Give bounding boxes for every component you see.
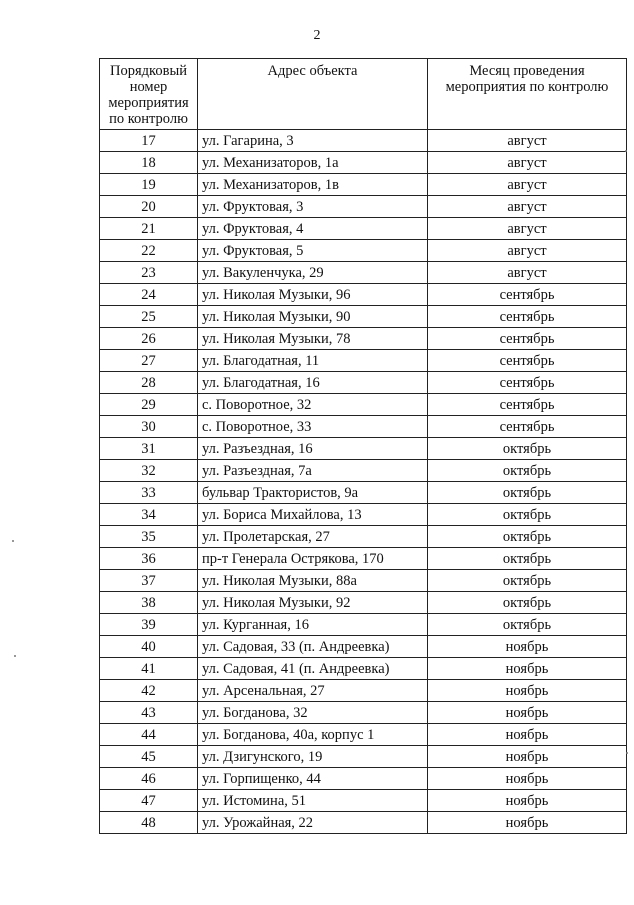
cell-month: октябрь xyxy=(428,526,627,548)
page-number: 2 xyxy=(313,28,321,43)
cell-address: ул. Богданова, 32 xyxy=(198,702,428,724)
cell-month: ноябрь xyxy=(428,746,627,768)
cell-number: 22 xyxy=(100,240,198,262)
cell-number: 32 xyxy=(100,460,198,482)
table-row xyxy=(100,482,627,504)
cell-number: 35 xyxy=(100,526,198,548)
table-row xyxy=(100,416,627,438)
table-row xyxy=(100,372,627,394)
cell-address: ул. Урожайная, 22 xyxy=(198,812,428,834)
table-row xyxy=(100,218,627,240)
cell-month: октябрь xyxy=(428,438,627,460)
cell-month: сентябрь xyxy=(428,284,627,306)
table-row xyxy=(100,768,627,790)
cell-number: 44 xyxy=(100,724,198,746)
cell-number: 17 xyxy=(100,130,198,152)
cell-month: август xyxy=(428,218,627,240)
cell-address: ул. Разъездная, 7а xyxy=(198,460,428,482)
table-row xyxy=(100,790,627,812)
cell-month: август xyxy=(428,240,627,262)
cell-number: 34 xyxy=(100,504,198,526)
cell-address: бульвар Трактористов, 9а xyxy=(198,482,428,504)
cell-address: ул. Гагарина, 3 xyxy=(198,130,428,152)
cell-month: сентябрь xyxy=(428,394,627,416)
cell-address: ул. Николая Музыки, 96 xyxy=(198,284,428,306)
cell-number: 23 xyxy=(100,262,198,284)
scan-speck xyxy=(626,752,628,754)
inspection-schedule-table xyxy=(99,58,627,834)
cell-number: 25 xyxy=(100,306,198,328)
cell-address: ул. Бориса Михайлова, 13 xyxy=(198,504,428,526)
cell-month: август xyxy=(428,130,627,152)
cell-number: 40 xyxy=(100,636,198,658)
cell-address: ул. Николая Музыки, 92 xyxy=(198,592,428,614)
cell-month: октябрь xyxy=(428,548,627,570)
cell-number: 39 xyxy=(100,614,198,636)
cell-number: 46 xyxy=(100,768,198,790)
cell-month: октябрь xyxy=(428,504,627,526)
cell-address: ул. Разъездная, 16 xyxy=(198,438,428,460)
cell-number: 41 xyxy=(100,658,198,680)
header-address: Адрес объекта xyxy=(198,59,428,130)
table-row xyxy=(100,174,627,196)
cell-number: 29 xyxy=(100,394,198,416)
table-row xyxy=(100,548,627,570)
cell-month: сентябрь xyxy=(428,328,627,350)
cell-address: ул. Богданова, 40а, корпус 1 xyxy=(198,724,428,746)
cell-address: ул. Арсенальная, 27 xyxy=(198,680,428,702)
cell-month: октябрь xyxy=(428,592,627,614)
cell-number: 48 xyxy=(100,812,198,834)
cell-month: август xyxy=(428,152,627,174)
table-row xyxy=(100,592,627,614)
cell-month: ноябрь xyxy=(428,768,627,790)
cell-number: 43 xyxy=(100,702,198,724)
table-row xyxy=(100,658,627,680)
cell-month: ноябрь xyxy=(428,702,627,724)
cell-address: ул. Дзигунского, 19 xyxy=(198,746,428,768)
cell-number: 24 xyxy=(100,284,198,306)
cell-number: 21 xyxy=(100,218,198,240)
cell-month: октябрь xyxy=(428,614,627,636)
cell-month: ноябрь xyxy=(428,636,627,658)
table-row xyxy=(100,130,627,152)
cell-number: 38 xyxy=(100,592,198,614)
cell-address: ул. Садовая, 33 (п. Андреевка) xyxy=(198,636,428,658)
cell-address: ул. Фруктовая, 5 xyxy=(198,240,428,262)
cell-month: сентябрь xyxy=(428,372,627,394)
cell-month: сентябрь xyxy=(428,416,627,438)
cell-month: август xyxy=(428,262,627,284)
cell-address: ул. Фруктовая, 4 xyxy=(198,218,428,240)
table-row xyxy=(100,438,627,460)
cell-address: ул. Истомина, 51 xyxy=(198,790,428,812)
table-row xyxy=(100,526,627,548)
cell-number: 20 xyxy=(100,196,198,218)
scan-speck xyxy=(14,655,16,657)
cell-number: 26 xyxy=(100,328,198,350)
table-row xyxy=(100,702,627,724)
table-row xyxy=(100,614,627,636)
table-row xyxy=(100,570,627,592)
table-row xyxy=(100,350,627,372)
cell-month: сентябрь xyxy=(428,350,627,372)
table-row xyxy=(100,812,627,834)
table-header-row xyxy=(100,59,627,130)
cell-month: ноябрь xyxy=(428,680,627,702)
header-number: Порядковый номер мероприятия по контролю xyxy=(100,59,198,130)
cell-address: ул. Николая Музыки, 88а xyxy=(198,570,428,592)
cell-month: октябрь xyxy=(428,482,627,504)
table-row xyxy=(100,328,627,350)
cell-month: октябрь xyxy=(428,570,627,592)
cell-address: ул. Николая Музыки, 78 xyxy=(198,328,428,350)
cell-month: август xyxy=(428,174,627,196)
cell-number: 37 xyxy=(100,570,198,592)
cell-address: ул. Механизаторов, 1в xyxy=(198,174,428,196)
cell-address: ул. Благодатная, 11 xyxy=(198,350,428,372)
cell-month: ноябрь xyxy=(428,658,627,680)
scan-speck xyxy=(12,540,14,542)
cell-month: ноябрь xyxy=(428,790,627,812)
cell-month: август xyxy=(428,196,627,218)
table-row xyxy=(100,196,627,218)
cell-address: с. Поворотное, 32 xyxy=(198,394,428,416)
cell-month: ноябрь xyxy=(428,812,627,834)
cell-number: 31 xyxy=(100,438,198,460)
cell-address: ул. Горпищенко, 44 xyxy=(198,768,428,790)
cell-address: ул. Курганная, 16 xyxy=(198,614,428,636)
cell-address: пр-т Генерала Острякова, 170 xyxy=(198,548,428,570)
cell-number: 45 xyxy=(100,746,198,768)
table-row xyxy=(100,746,627,768)
table-row xyxy=(100,394,627,416)
cell-number: 27 xyxy=(100,350,198,372)
table-row xyxy=(100,306,627,328)
cell-number: 18 xyxy=(100,152,198,174)
cell-address: ул. Вакуленчука, 29 xyxy=(198,262,428,284)
header-month: Месяц проведения мероприятия по контролю xyxy=(428,59,627,130)
table-row xyxy=(100,240,627,262)
cell-address: ул. Фруктовая, 3 xyxy=(198,196,428,218)
table-body xyxy=(100,130,627,834)
cell-month: октябрь xyxy=(428,460,627,482)
table-row xyxy=(100,460,627,482)
table-row xyxy=(100,680,627,702)
table-row xyxy=(100,636,627,658)
cell-month: ноябрь xyxy=(428,724,627,746)
cell-number: 42 xyxy=(100,680,198,702)
cell-number: 30 xyxy=(100,416,198,438)
cell-address: ул. Пролетарская, 27 xyxy=(198,526,428,548)
cell-address: ул. Садовая, 41 (п. Андреевка) xyxy=(198,658,428,680)
cell-number: 36 xyxy=(100,548,198,570)
cell-address: ул. Благодатная, 16 xyxy=(198,372,428,394)
cell-number: 28 xyxy=(100,372,198,394)
cell-address: ул. Николая Музыки, 90 xyxy=(198,306,428,328)
table-row xyxy=(100,284,627,306)
table-row xyxy=(100,724,627,746)
cell-number: 19 xyxy=(100,174,198,196)
cell-number: 33 xyxy=(100,482,198,504)
table-row xyxy=(100,504,627,526)
table-row xyxy=(100,152,627,174)
scan-speck xyxy=(625,150,627,152)
cell-number: 47 xyxy=(100,790,198,812)
table-row xyxy=(100,262,627,284)
cell-month: сентябрь xyxy=(428,306,627,328)
cell-address: с. Поворотное, 33 xyxy=(198,416,428,438)
cell-address: ул. Механизаторов, 1а xyxy=(198,152,428,174)
